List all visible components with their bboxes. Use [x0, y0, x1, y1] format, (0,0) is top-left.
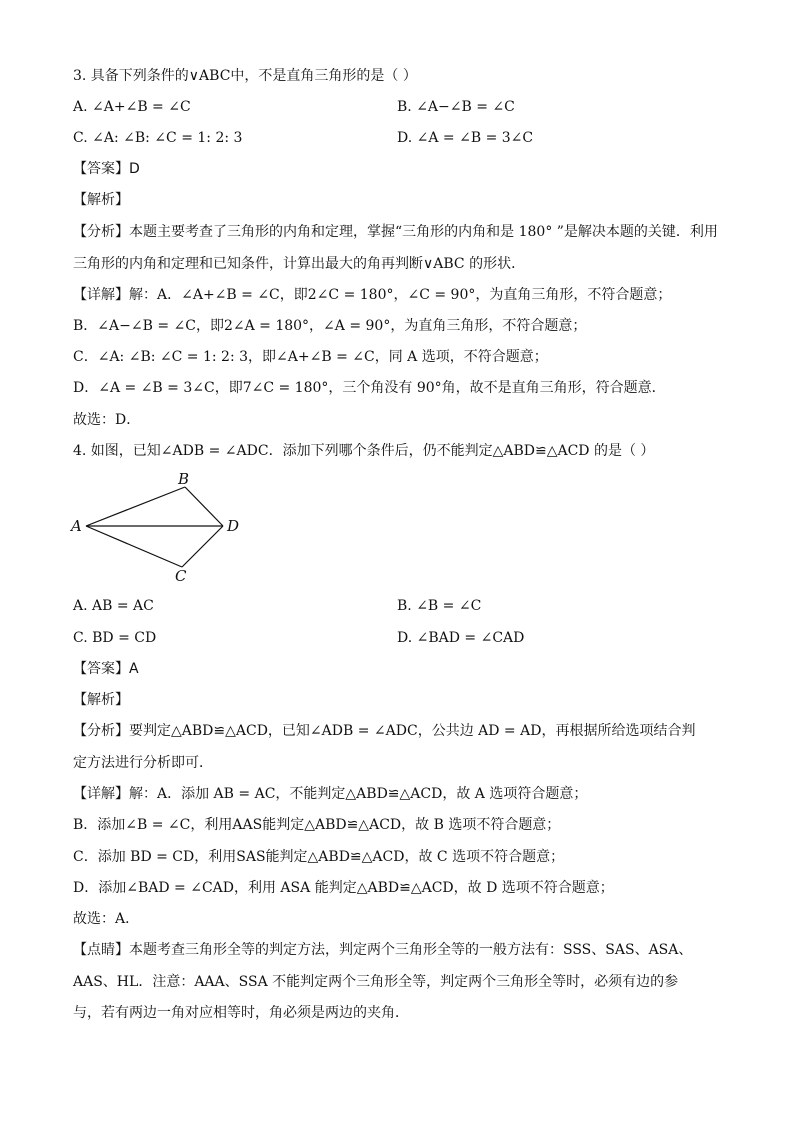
- q3-detail-line-2: B．∠A−∠B = ∠C，即2∠A = 180°，∠A = 90°，为直角三角形，不符合题意；: [73, 318, 587, 334]
- q3-detail-line-1: 【详解】解：A．∠A+∠B = ∠C，即2∠C = 180°，∠C = 90°，为直角三角形，不符合题意；: [73, 287, 672, 303]
- label-a: A: [71, 517, 82, 535]
- q3-choose: 故选：D．: [73, 412, 141, 428]
- q4-analysis-tag: 【解析】: [73, 692, 129, 708]
- q4-detail-line-2: B．添加∠B = ∠C，利用AAS能判定△ABD≌△ACD，故 B 选项不符合题意；: [73, 817, 561, 833]
- q4-detail-line-4: D．添加∠BAD = ∠CAD，利用 ASA 能判定△ABD≌△ACD，故 D 选项不符合题意；: [73, 880, 614, 896]
- q3-detail-line-4: D．∠A = ∠B = 3∠C，即7∠C = 180°，三个角没有 90°角，故不是直角三角形，符合题意．: [73, 380, 666, 396]
- q3-option-a: A. ∠A+∠B = ∠C: [73, 99, 191, 115]
- q4-fenxi-line-2: 定方法进行分析即可．: [73, 755, 213, 771]
- q3-option-b: B. ∠A−∠B = ∠C: [397, 99, 515, 115]
- q3-detail-line-3: C．∠A: ∠B: ∠C = 1: 2: 3，即∠A+∠B = ∠C，同 A 选项，不符合题意；: [73, 349, 548, 365]
- label-d: D: [227, 517, 240, 535]
- q3-fenxi-line-2: 三角形的内角和定理和已知条件，计算出最大的角再判断∨ABC 的形状．: [73, 256, 526, 272]
- q4-dianjing-line-2: AAS、HL．注意：AAA、SSA 不能判定两个三角形全等，判定两个三角形全等时，必须有边的参: [73, 974, 679, 990]
- q4-figure: [62, 468, 252, 588]
- q3-answer: 【答案】D: [73, 161, 140, 177]
- segment-ab: [86, 487, 185, 526]
- segment-bd: [185, 487, 223, 526]
- q3-stem: 3. 具备下列条件的∨ABC中，不是直角三角形的是（ ）: [73, 68, 417, 84]
- q3-fenxi-line-1: 【分析】本题主要考查了三角形的内角和定理，掌握“三角形的内角和是 180° ”是解决本题的关键．利用: [73, 224, 718, 240]
- q3-option-d: D. ∠A = ∠B = 3∠C: [397, 130, 534, 146]
- q4-dianjing-line-1: 【点睛】本题考查三角形全等的判定方法，判定两个三角形全等的一般方法有：SSS、SAS、ASA、: [73, 942, 693, 958]
- q4-option-c: C. BD = CD: [73, 630, 157, 646]
- q4-detail-line-3: C．添加 BD = CD，利用SAS能判定△ABD≌△ACD，故 C 选项不符合题意；: [73, 849, 565, 865]
- segment-cd: [182, 526, 223, 567]
- q4-option-b: B. ∠B = ∠C: [397, 598, 482, 614]
- q4-detail-line-1: 【详解】解：A．添加 AB = AC，不能判定△ABD≌△ACD，故 A 选项符合题意；: [73, 786, 588, 802]
- q4-fenxi-line-1: 【分析】要判定△ABD≌△ACD，已知∠ADB = ∠ADC，公共边 AD = AD，再根据所给选项结合判: [73, 723, 696, 739]
- q4-option-d: D. ∠BAD = ∠CAD: [397, 630, 525, 646]
- q4-choose: 故选：A．: [73, 911, 140, 927]
- q4-stem: 4. 如图，已知∠ADB = ∠ADC．添加下列哪个条件后，仍不能判定△ABD≌△ACD 的是（ ）: [73, 443, 655, 459]
- q4-option-a: A. AB = AC: [73, 598, 154, 614]
- q4-dianjing-line-3: 与，若有两边一角对应相等时，角必须是两边的夹角．: [73, 1005, 409, 1021]
- label-b: B: [178, 470, 190, 488]
- q3-analysis-tag: 【解析】: [73, 192, 129, 208]
- q4-answer: 【答案】A: [73, 661, 139, 677]
- segment-ac: [86, 526, 182, 567]
- label-c: C: [175, 567, 187, 585]
- q3-option-c: C. ∠A: ∠B: ∠C = 1: 2: 3: [73, 130, 243, 146]
